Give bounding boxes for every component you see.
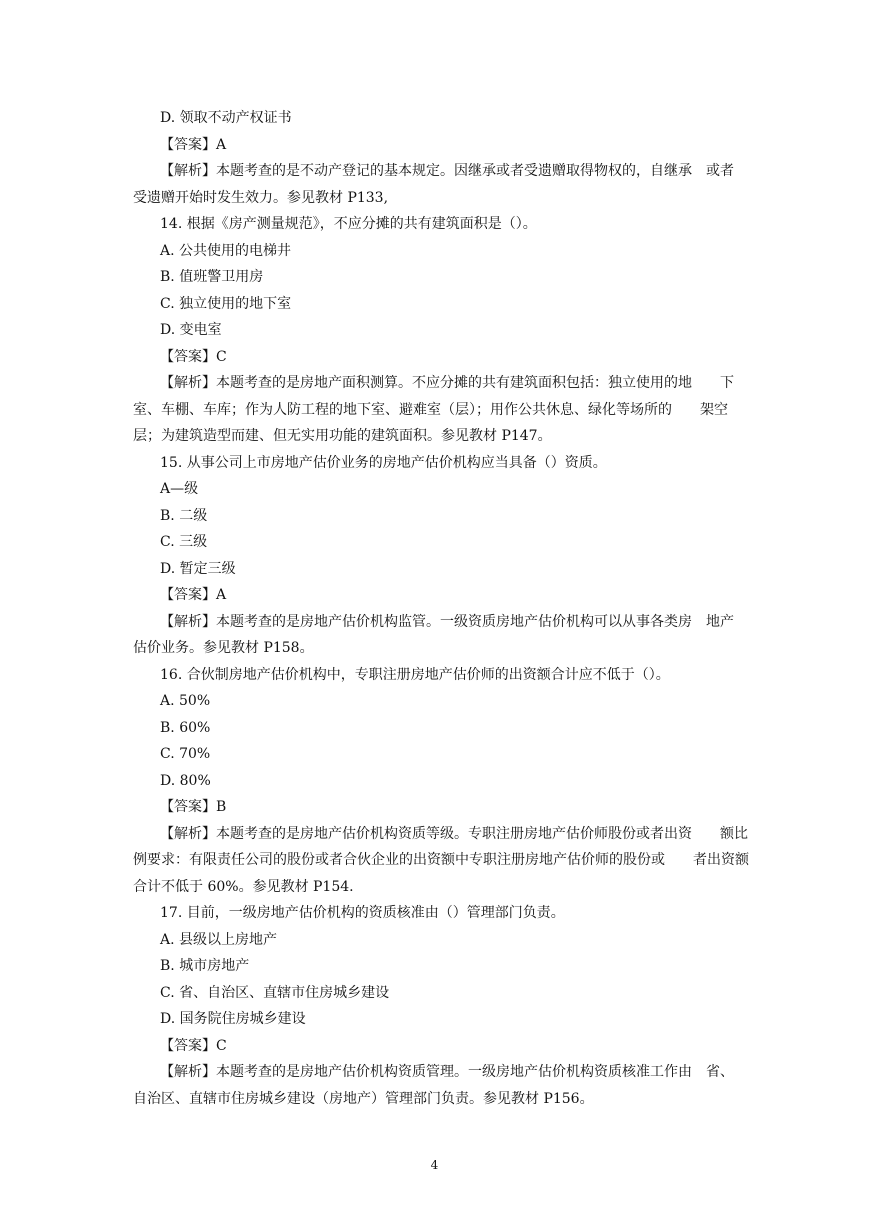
question-16: 16. 合伙制房地产估价机构中，专职注册房地产估价师的出资额合计应不低于（）。 (160, 667, 670, 683)
option-b: B. 值班警卫用房 (160, 269, 264, 285)
answer-line: 【答案】A (160, 137, 227, 153)
option-a: A. 公共使用的电梯井 (160, 243, 292, 259)
explanation-line: 合计不低于 60%。参见教材 P154. (133, 879, 354, 895)
answer-line: 【答案】C (160, 1038, 227, 1054)
question-14: 14. 根据《房产测量规范》，不应分摊的共有建筑面积是（）。 (160, 216, 537, 232)
option-d: D. 国务院住房城乡建设 (160, 1011, 306, 1027)
explanation-line: 层；为建筑造型而建、但无实用功能的建筑面积。参见教材 P147。 (133, 428, 552, 444)
option-c: C. 独立使用的地下室 (160, 296, 292, 312)
answer-line: 【答案】A (160, 587, 227, 603)
option-d: D. 80% (160, 773, 211, 789)
explanation-line: 【解析】本题考查的是房地产估价机构资质管理。一级房地产估价机构资质核准工作由 省、 (160, 1064, 734, 1080)
answer-line: 【答案】C (160, 349, 227, 365)
explanation-line: 室、车棚、车库；作为人防工程的地下室、避难室（层）；用作公共休息、绿化等场所的 架空 (133, 402, 728, 418)
option-d: D. 领取不动产权证书 (160, 110, 292, 126)
option-d: D. 暂定三级 (160, 561, 236, 577)
answer-line: 【答案】B (160, 799, 227, 815)
option-b: B. 城市房地产 (160, 958, 250, 974)
question-15: 15. 从事公司上市房地产估价业务的房地产估价机构应当具备（）资质。 (160, 455, 607, 471)
option-b: B. 60% (160, 720, 211, 736)
explanation-line: 自治区、直辖市住房城乡建设（房地产）管理部门负责。参见教材 P156。 (133, 1091, 594, 1107)
explanation-line: 例要求：有限责任公司的股份或者合伙企业的出资额中专职注册房地产估价师的股份或 者出资额 (133, 852, 749, 868)
question-17: 17. 目前，一级房地产估价机构的资质核准由（）管理部门负责。 (160, 905, 565, 921)
option-a: A—级 (160, 481, 199, 497)
explanation-line: 【解析】本题考查的是房地产估价机构资质等级。专职注册房地产估价师股份或者出资 额比 (160, 826, 748, 842)
option-a: A. 县级以上房地产 (160, 932, 278, 948)
option-c: C. 三级 (160, 534, 208, 550)
option-b: B. 二级 (160, 508, 208, 524)
option-c: C. 70% (160, 746, 211, 762)
explanation-line: 估价业务。参见教材 P158。 (133, 640, 314, 656)
explanation-line: 受遗赠开始时发生效力。参见教材 P133, (133, 190, 389, 206)
option-a: A. 50% (160, 693, 211, 709)
page-number: 4 (430, 1158, 439, 1172)
explanation-line: 【解析】本题考查的是不动产登记的基本规定。因继承或者受遗赠取得物权的，自继承 或者 (160, 163, 734, 179)
option-d: D. 变电室 (160, 322, 222, 338)
option-c: C. 省、自治区、直辖市住房城乡建设 (160, 985, 390, 1001)
explanation-line: 【解析】本题考查的是房地产估价机构监管。一级资质房地产估价机构可以从事各类房 地产 (160, 614, 734, 630)
explanation-line: 【解析】本题考查的是房地产面积测算。不应分摊的共有建筑面积包括：独立使用的地 下 (160, 375, 734, 391)
